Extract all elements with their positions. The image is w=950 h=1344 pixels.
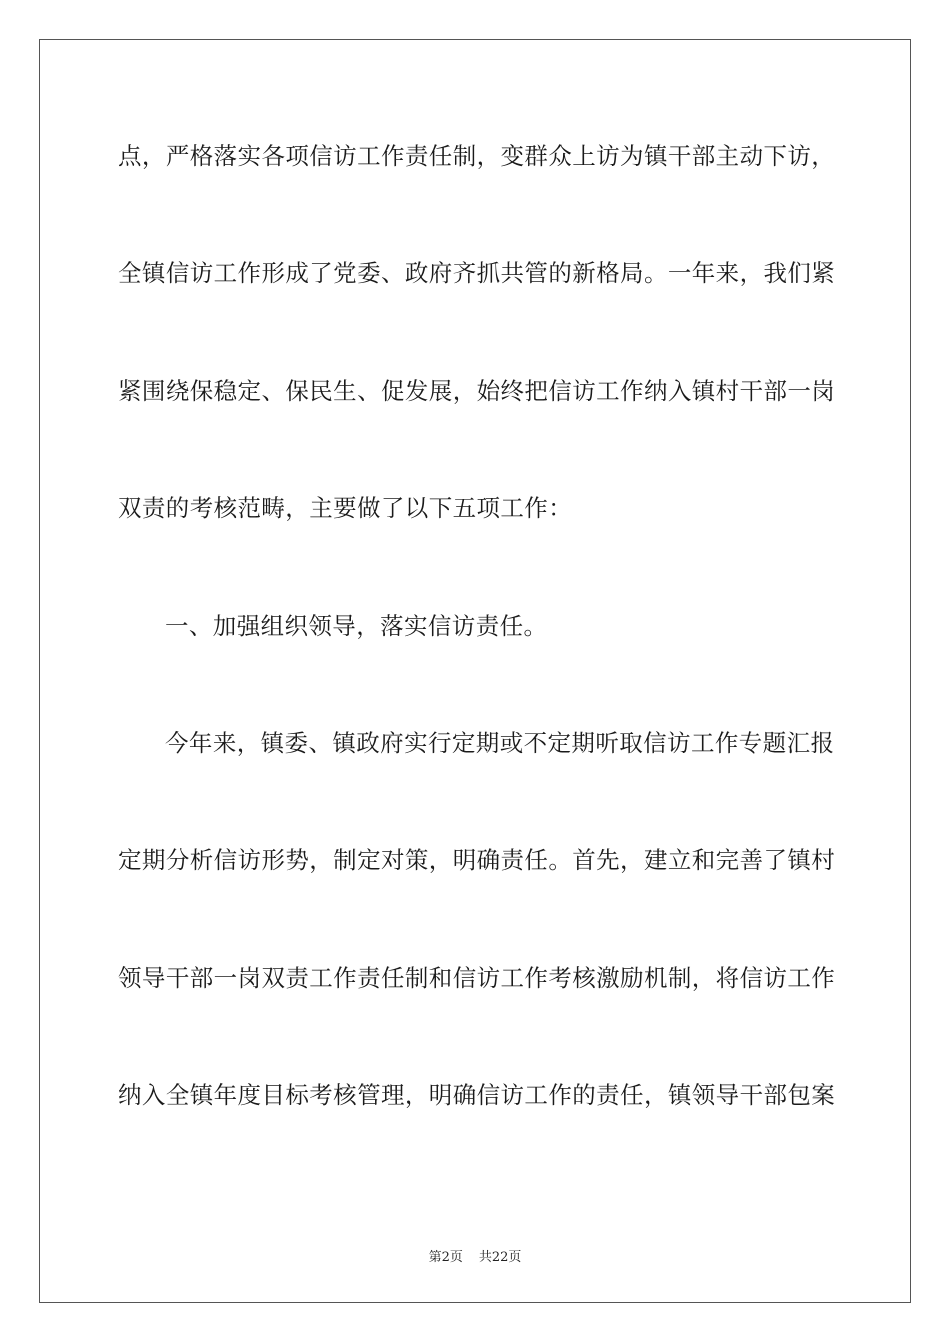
text-line-3: 紧 围 绕 保 稳 定 、 保 民 生 、 促 发 展 ， 始 终 把 信 访 工 作 纳 入 镇 村 干 部 一 岗 [118, 376, 836, 405]
text-line-1: 点 ， 严 格 落 实 各 项 信 访 工 作 责 任 制 ， 变 群 众 上 访 为 镇 干 部 主 动 下 访 ， [118, 142, 836, 170]
text-line-7: 定 期 分 析 信 访 形 势 ， 制 定 对 策 ， 明 确 责 任 。 首 先 ， 建 立 和 完 善 了 镇 村 [118, 846, 836, 875]
text-line-6: 今 年 来 ， 镇 委 、 镇 政 府 实 行 定 期 或 不 定 期 听 取 信 访 工 作 专 题 汇 报 [165, 728, 835, 757]
text-line-8: 领 导 干 部 一 岗 双 责 工 作 责 任 制 和 信 访 工 作 考 核 激 励 机 制 ， 将 信 访 工 作 [118, 963, 836, 992]
text-line-9: 纳 入 全 镇 年 度 目 标 考 核 管 理 ， 明 确 信 访 工 作 的 责 任 ， 镇 领 导 干 部 包 案 [118, 1081, 836, 1110]
page-number: 第2页 [428, 1250, 463, 1265]
section-heading-1: 一、加强组织领导，落实信访责任。 [165, 611, 548, 640]
document-body [118, 126, 834, 1183]
text-line-4: 双责的考核范畴，主要做了以下五项工作： [118, 494, 573, 523]
page-footer [0, 1246, 950, 1265]
text-line-2: 全 镇 信 访 工 作 形 成 了 党 委 、 政 府 齐 抓 共 管 的 新 格 局 。 一 年 来 ， 我 们 紧 [118, 259, 836, 288]
page-total: 共22页 [478, 1250, 522, 1265]
